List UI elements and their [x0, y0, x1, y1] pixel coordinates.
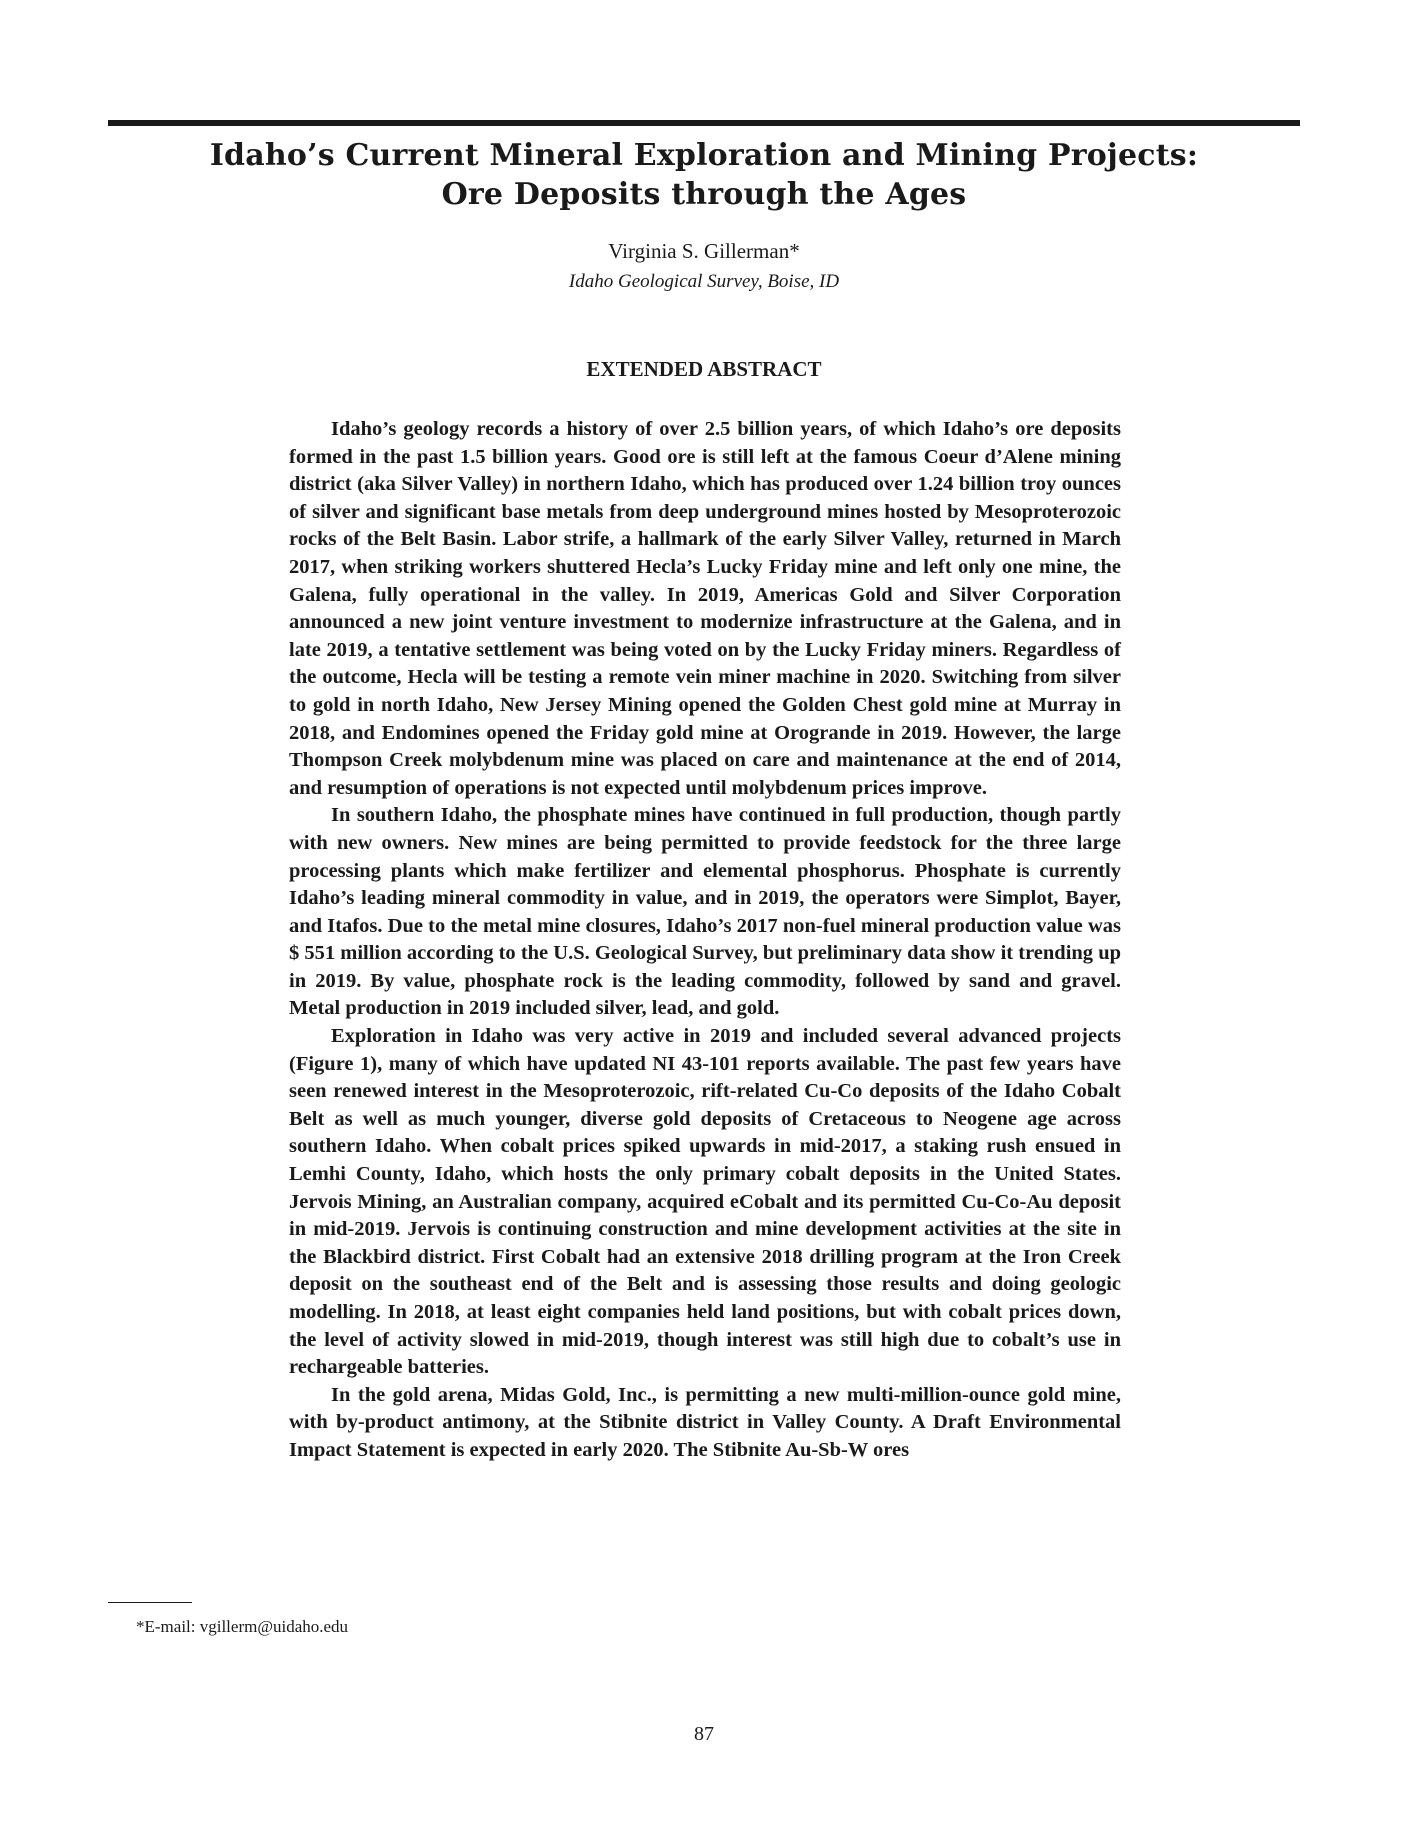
- abstract-paragraph-2: In southern Idaho, the phosphate mines have continued in full production, though partly with new owners. New mines are being permitted to provide feedstock for the three large processing plants which make fertilizer and elemental phosphorus. Phosphate is currently Idaho’s leading mineral commodity in value, and in 2019, the operators were Simplot, Bayer, and Itafos. Due to the metal mine closures, Idaho’s 2017 non-fuel mineral production value was $ 551 million according to the U.S. Geological Survey, but preliminary data show it trending up in 2019. By value, phosphate rock is the leading commodity, followed by sand and gravel. Metal production in 2019 included silver, lead, and gold.: [289, 804, 1121, 1020]
- title-rule: [108, 120, 1300, 126]
- author-affiliation: Idaho Geological Survey, Boise, ID: [568, 271, 840, 292]
- abstract-body: [289, 416, 1121, 1465]
- paper-title: [108, 136, 1300, 214]
- abstract-paragraph-4: In the gold arena, Midas Gold, Inc., is permitting a new multi-million-ounce gold mine, with by-product antimony, at the Stibnite district in Valley County. A Draft Environmental Impact Statement is expected in early 2020. The Stibnite Au-Sb-W ores: [289, 1383, 1121, 1461]
- section-heading: EXTENDED ABSTRACT: [586, 357, 822, 381]
- paper-title-line-1: Idaho’s Current Mineral Exploration and Mining Projects:: [209, 138, 1199, 173]
- abstract-paragraph-3: Exploration in Idaho was very active in 2019 and included several advanced projects (Figure 1), many of which have updated NI 43-101 reports available. The past few years have seen renewed interest in the Mesoproterozoic, rift-related Cu-Co deposits of the Idaho Cobalt Belt as well as much younger, diverse gold deposits of Cretaceous to Neogene age across southern Idaho. When cobalt prices spiked upwards in mid-2017, a staking rush ensued in Lemhi County, Idaho, which hosts the only primary cobalt deposits in the United States. Jervois Mining, an Australian company, acquired eCobalt and its permitted Cu-Co-Au deposit in mid-2019. Jervois is continuing construction and mine development activities at the site in the Blackbird district. First Cobalt had an extensive 2018 drilling program at the Iron Creek deposit on the southeast end of the Belt and is assessing those results and doing geologic modelling. In 2018, at least eight companies held land positions, but with cobalt prices down, the level of activity slowed in mid-2019, though interest was still high due to cobalt’s use in rechargeable batteries.: [289, 1025, 1121, 1379]
- page-number: 87: [694, 1723, 714, 1745]
- paper-title-line-2: Ore Deposits through the Ages: [441, 177, 967, 212]
- footnote-rule: [108, 1602, 192, 1603]
- abstract-paragraph-1: Idaho’s geology records a history of over 2.5 billion years, of which Idaho’s ore deposits formed in the past 1.5 billion years. Good ore is still left at the famous Coeur d’Alene mining district (aka Silver Valley) in northern Idaho, which has produced over 1.24 billion troy ounces of silver and significant base metals from deep underground mines hosted by Mesoproterozoic rocks of the Belt Basin. Labor strife, a hallmark of the early Silver Valley, returned in March 2017, when striking workers shuttered Hecla’s Lucky Friday mine and left only one mine, the Galena, fully operational in the valley. In 2019, Americas Gold and Silver Corporation announced a new joint venture investment to modernize infrastructure at the Galena, and in late 2019, a tentative settlement was being voted on by the Lucky Friday miners. Regardless of the outcome, Hecla will be testing a remote vein miner machine in 2020. Switching from silver to gold in north Idaho, New Jersey Mining opened the Golden Chest gold mine at Murray in 2018, and Endomines opened the Friday gold mine at Orogrande in 2019. However, the large Thompson Creek molybdenum mine was placed on care and maintenance at the end of 2014, and resumption of operations is not expected until molybdenum prices improve.: [289, 418, 1121, 799]
- footnote-email: *E-mail: vgillerm@uidaho.edu: [136, 1617, 349, 1636]
- author-name: Virginia S. Gillerman*: [608, 239, 800, 263]
